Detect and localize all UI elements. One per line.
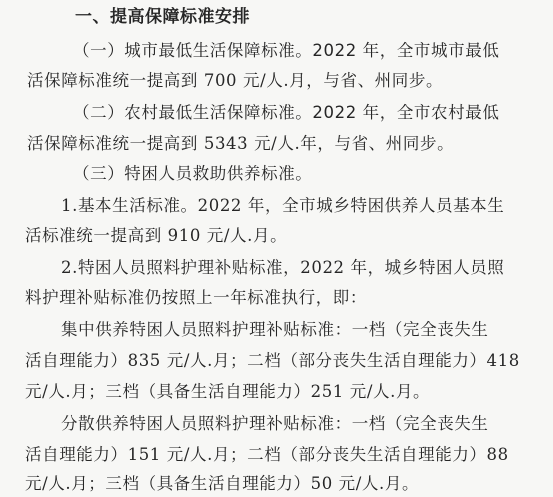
item2-line1: 2.特困人员照料护理补贴标准，2022 年，城乡特困人员照 [61,258,505,277]
item2-line2: 料护理补贴标准仍按照上一年标准执行，即： [25,288,367,307]
dispersed-line1: 分散供养特困人员照料护理补贴标准：一档（完全丧失生 [61,414,489,433]
para3-line1: （三）特困人员救助供养标准。 [73,164,313,183]
para2-line1: （二）农村最低生活保障标准。2022 年，全市农村最低 [73,103,500,122]
para2-line2: 活保障标准统一提高到 5343 元/人.年，与省、州同步。 [27,134,455,153]
item1-line2: 活标准统一提高到 910 元/人.月。 [25,226,288,245]
para1-line1: （一）城市最低生活保障标准。2022 年，全市城市最低 [73,41,500,60]
section-heading: 一、提高保障标准安排 [75,7,250,27]
centralized-line2: 活自理能力）835 元/人.月；二档（部分丧失生活自理能力）418 [25,351,520,370]
centralized-line1: 集中供养特困人员照料护理补贴标准：一档（完全丧失生 [61,320,489,339]
dispersed-line3: 元/人.月；三档（具备生活自理能力）50 元/人.月。 [25,474,420,493]
item1-line1: 1.基本生活标准。2022 年，全市城乡特困供养人员基本生 [61,196,505,215]
dispersed-line2: 活自理能力）151 元/人.月；二档（部分丧失生活自理能力）88 [25,445,509,464]
centralized-line3: 元/人.月；三档（具备生活自理能力）251 元/人.月。 [25,382,431,401]
para1-line2: 活保障标准统一提高到 700 元/人.月，与省、州同步。 [27,71,444,90]
